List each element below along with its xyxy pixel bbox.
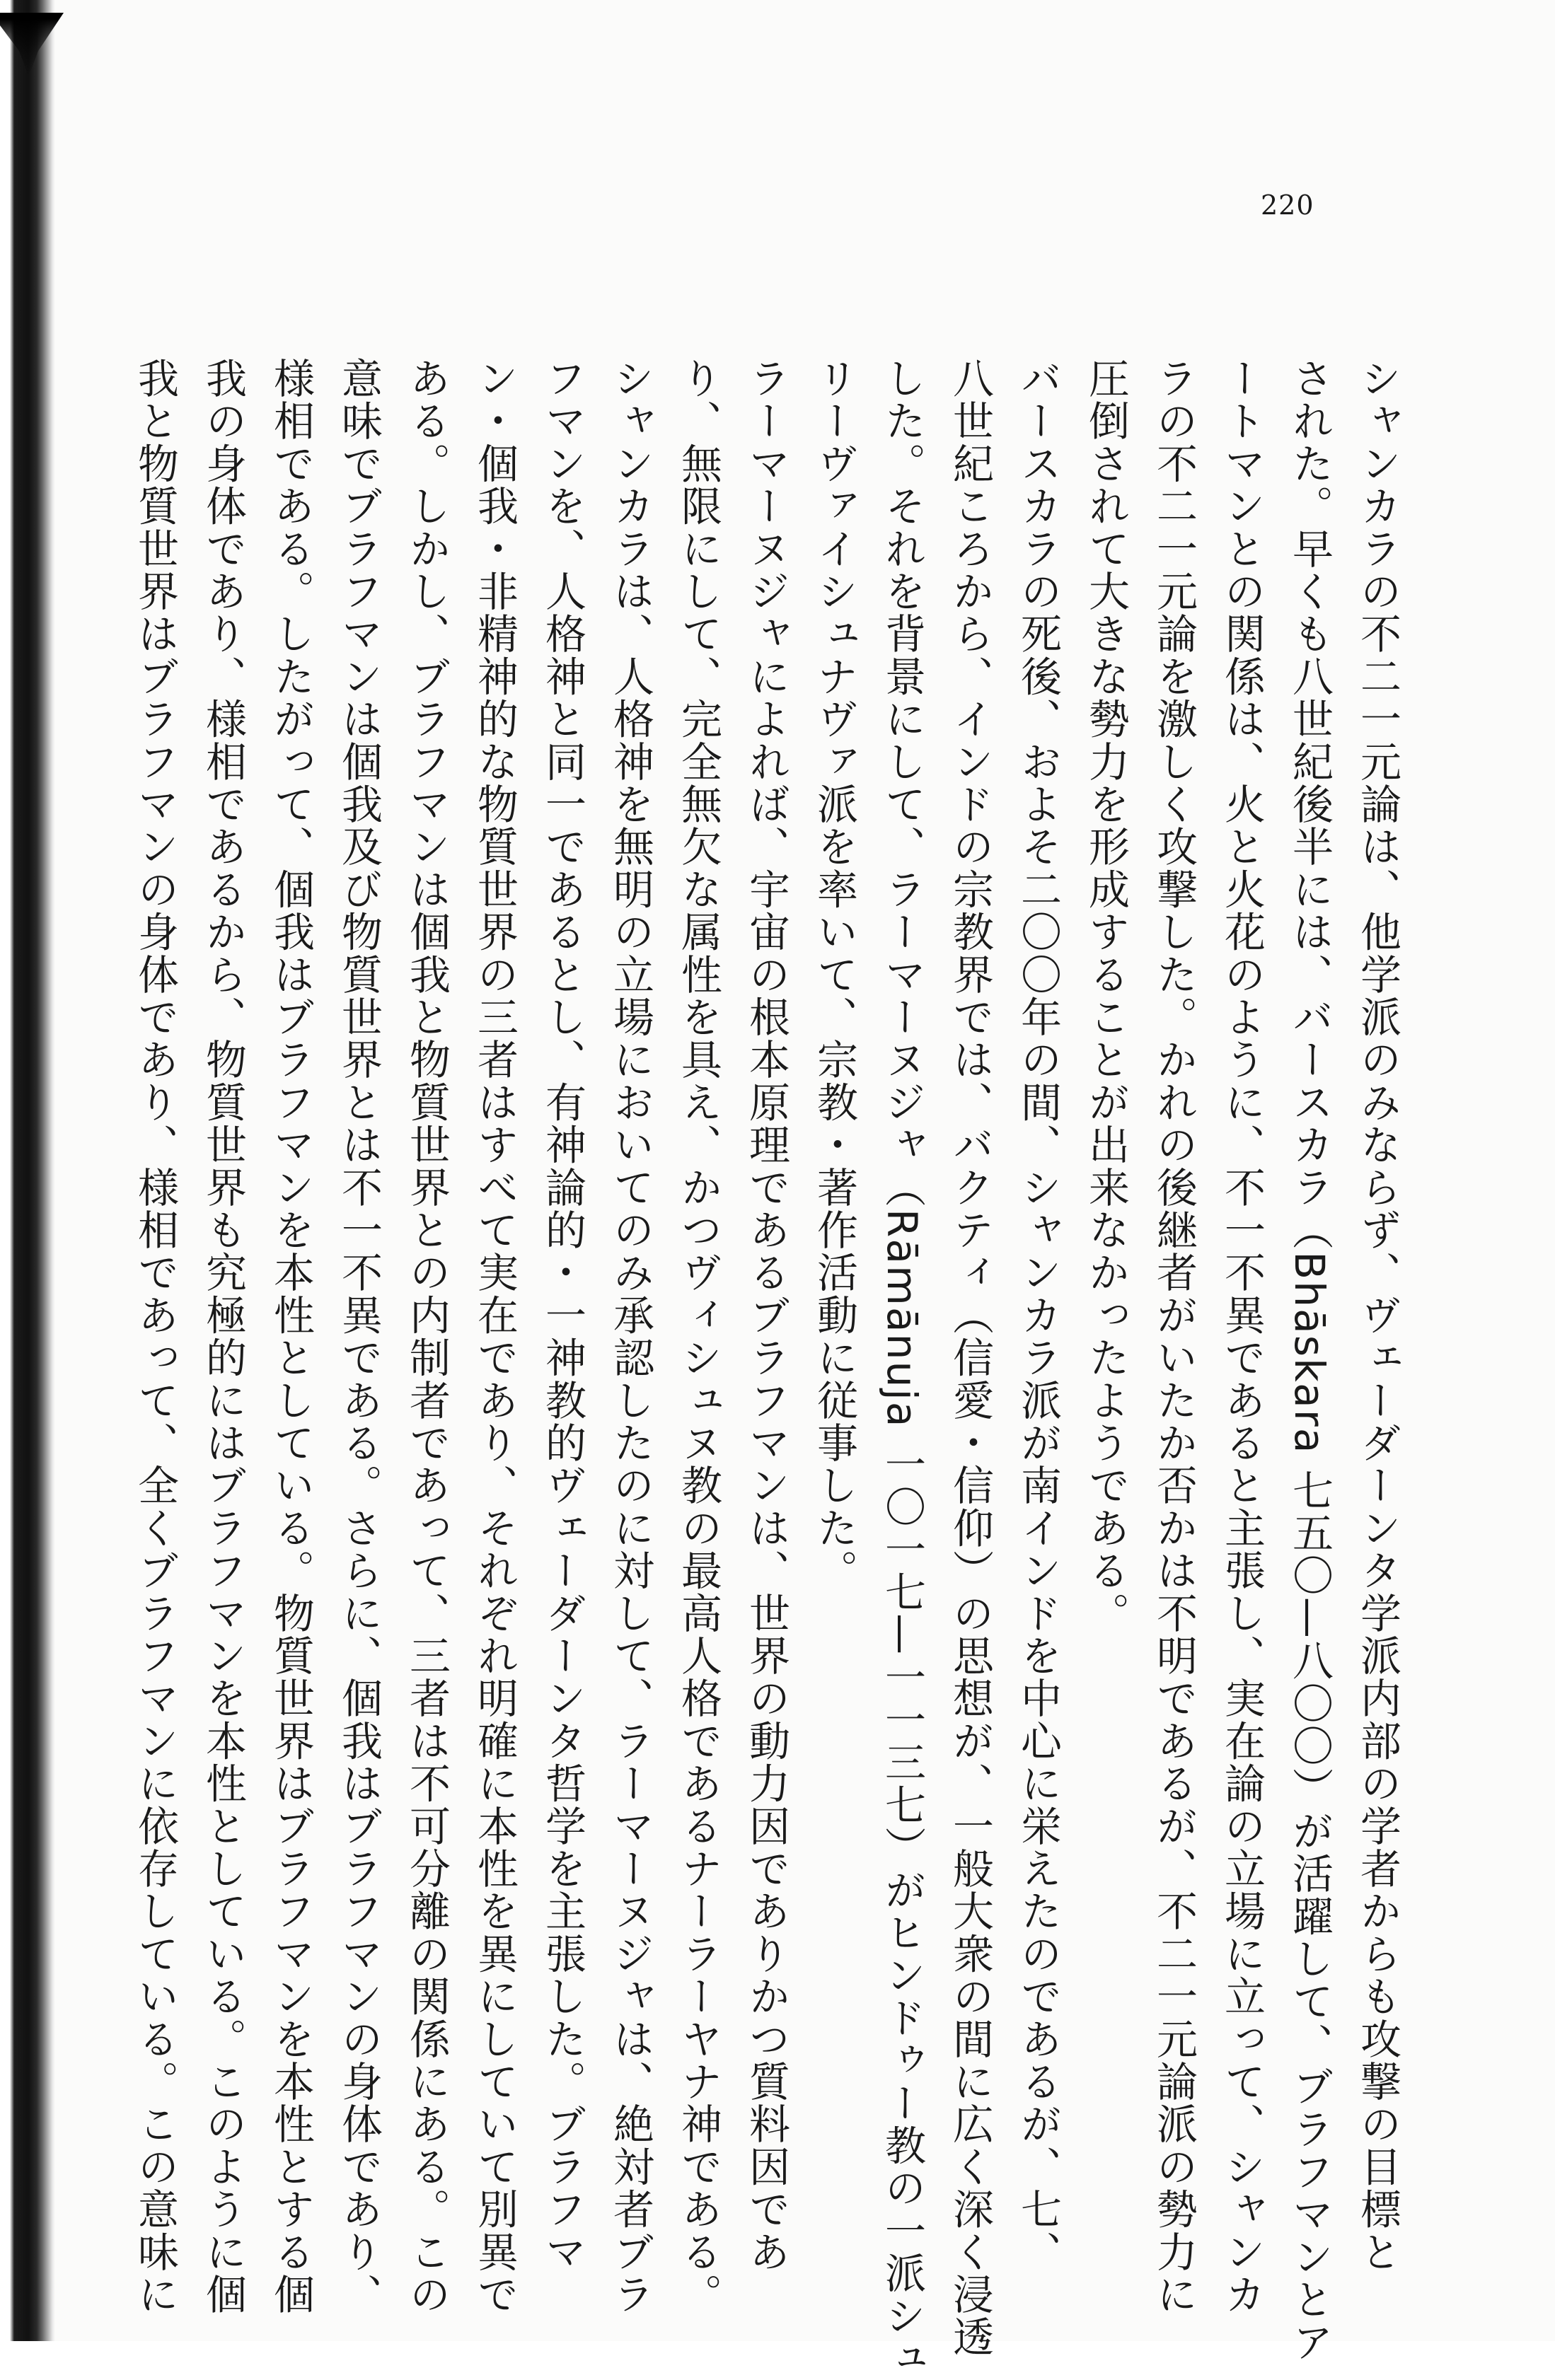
text-line: 様相である。したがって、個我はブラフマンを本性としている。物質世界はブラフマンを本性とする個 bbox=[267, 357, 315, 2316]
text-line: シャンカラの不二一元論は、他学派のみならず、ヴェーダーンタ学派内部の学者からも攻撃の目標と bbox=[1353, 357, 1401, 2273]
text-line: 意味でブラフマンは個我及び物質世界とは不一不異である。さらに、個我はブラフマンの身体であり、 bbox=[335, 357, 383, 2316]
text-line: ートマンとの関係は、火と火花のように、不一不異であると主張し、実在論の立場に立って、シャンカ bbox=[1218, 357, 1266, 2316]
text-line: り、無限にして、完全無欠な属性を具え、かつヴィシュヌ教の最高人格であるナーラーヤナ神である。 bbox=[674, 357, 722, 2316]
text-line: 圧倒されて大きな勢力を形成することが出来なかったようである。 bbox=[1082, 357, 1130, 1635]
paragraph-ramanuja bbox=[121, 357, 800, 2316]
text-line: ある。しかし、ブラフマンは個我と物質世界との内制者であって、三者は不可分離の関係にある。この bbox=[403, 357, 451, 2316]
paragraph-shankara bbox=[1072, 357, 1411, 2364]
text-line: 八世紀ころから、インドの宗教界では、バクティ（信愛・信仰）の思想が、一般大衆の間に広く深く浸透 bbox=[946, 357, 994, 2359]
text-line: リーヴァイシュナヴァ派を率いて、宗教・著作活動に従事した。 bbox=[810, 357, 858, 1592]
text-line: した。それを背景にして、ラーマーヌジャ（Rāmānuja 一〇一七—一一三七）がヒンドゥー教の一派シュ bbox=[878, 357, 926, 2380]
text-line: 我の身体であり、様相であるから、物質世界も究極的にはブラフマンを本性としている。このように個 bbox=[199, 357, 247, 2316]
text-line: バースカラの死後、およそ二〇〇年の間、シャンカラ派が南インドを中心に栄えたのであるが、七、 bbox=[1014, 357, 1062, 2273]
text-line: ラーマーヌジャによれば、宇宙の根本原理であるブラフマンは、世界の動力因でありかつ質料因であ bbox=[742, 357, 790, 2273]
scanned-binding-edge bbox=[0, 0, 55, 2341]
page-number: 220 bbox=[1261, 190, 1314, 221]
text-line: ラの不二一元論を激しく攻撃した。かれの後継者がいたか否かは不明であるが、不二一元論派の勢力に bbox=[1150, 357, 1198, 2316]
text-line: ン・個我・非精神的な物質世界の三者はすべて実在であり、それぞれ明確に本性を異にしていて別異で bbox=[470, 357, 519, 2316]
text-line: された。早くも八世紀後半には、バースカラ（Bhāskara 七五〇—八〇〇）が活躍して、ブラフマンとア bbox=[1285, 357, 1334, 2364]
vertical-body-text bbox=[131, 357, 1411, 2380]
text-line: フマンを、人格神と同一であるとし、有神論的・一神教的ヴェーダーンタ哲学を主張した。ブラフマ bbox=[538, 357, 586, 2273]
text-line: シャンカラは、人格神を無明の立場においてのみ承認したのに対して、ラーマーヌジャは、絶対者ブラ bbox=[606, 357, 654, 2316]
paragraph-bhaskara bbox=[800, 357, 1072, 2380]
text-line: 我と物質世界はブラフマンの身体であり、様相であって、全くブラフマンに依存している。この意味に bbox=[131, 357, 179, 2316]
